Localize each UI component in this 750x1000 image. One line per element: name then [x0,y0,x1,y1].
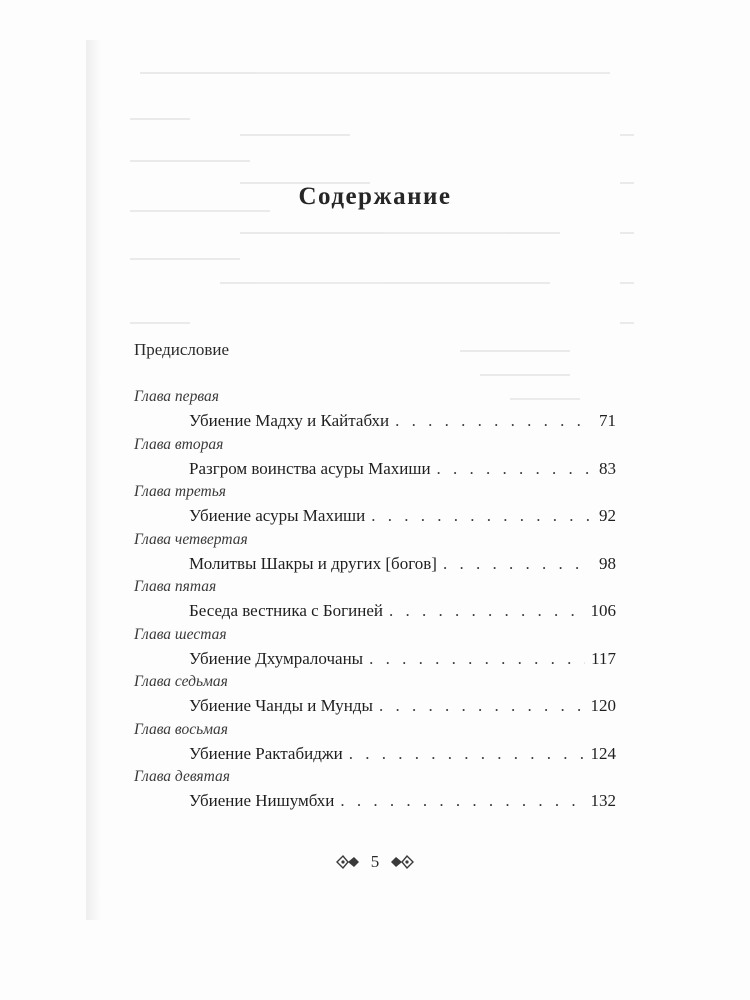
dot-leader [443,551,592,576]
chapter-label: Глава вторая [134,435,224,453]
page-ref: 132 [590,791,616,810]
chapter-title: Убиение Мадху и Кайтабхи [189,411,390,430]
dot-leader [379,693,585,718]
chapter-title: Убиение асуры Махиши [189,506,366,525]
chapter-title: Разгром воинства асуры Махиши [189,458,431,478]
dot-leader [371,503,592,528]
toc-entry [189,646,616,671]
bleed-through-text [130,60,650,420]
chapter-title: Молитвы Шакры и других [богов] [189,553,437,573]
toc-chapter [134,434,616,482]
chapter-title: Убиение Дхумралочаны [189,648,364,668]
page-ref: 98 [599,553,616,573]
page-ref: 124 [590,743,616,763]
ornament-right-icon [389,853,415,871]
page-ref: 71 [599,411,616,430]
toc-entry [189,551,616,576]
chapter-title: Убиение Нишумбхи [189,791,335,810]
chapter-title: Убиение Рактабиджи [189,743,343,763]
chapter-title: Беседа вестника с Богиней [189,601,383,620]
toc-chapter [134,529,616,577]
page-number: 5 [370,852,380,871]
toc-entry [189,456,616,481]
dot-leader [369,646,585,671]
page-title: Содержание [298,183,452,210]
page-ref: 117 [591,648,616,668]
toc-entry [189,693,616,718]
ornament-left-icon [335,853,361,871]
chapter-label: Глава третья [134,483,227,500]
toc-chapter [134,386,616,434]
dot-leader [395,408,592,433]
table-of-contents [134,386,616,814]
toc-chapter [134,766,616,814]
page-ref: 92 [599,506,616,525]
toc-chapter [134,576,616,624]
toc-chapter [134,671,616,719]
page-ref: 120 [590,696,616,715]
page-edge-shadow [86,40,100,920]
toc-entry [189,408,616,433]
toc-entry [189,741,616,766]
toc-entry [189,503,616,528]
dot-leader [340,788,584,813]
chapter-label: Глава шестая [134,625,227,643]
chapter-label: Глава седьмая [134,673,228,690]
page-footer [0,852,750,872]
toc-entry [189,788,616,813]
toc-chapter [134,481,616,529]
page-ref: 106 [590,601,616,620]
dot-leader [349,741,585,766]
toc-chapter [134,624,616,672]
chapter-label: Глава четвертая [134,530,248,548]
chapter-label: Глава девятая [134,768,230,785]
dot-leader [389,598,585,623]
chapter-label: Глава первая [134,388,219,405]
toc-entry [189,598,616,623]
chapter-label: Глава пятая [134,578,217,595]
chapter-title: Убиение Чанды и Мунды [189,696,373,715]
chapter-label: Глава восьмая [134,720,228,738]
page-ref: 83 [599,458,616,478]
toc-chapter [134,719,616,767]
preface-entry: Предисловие [134,340,230,359]
dot-leader [437,456,592,481]
